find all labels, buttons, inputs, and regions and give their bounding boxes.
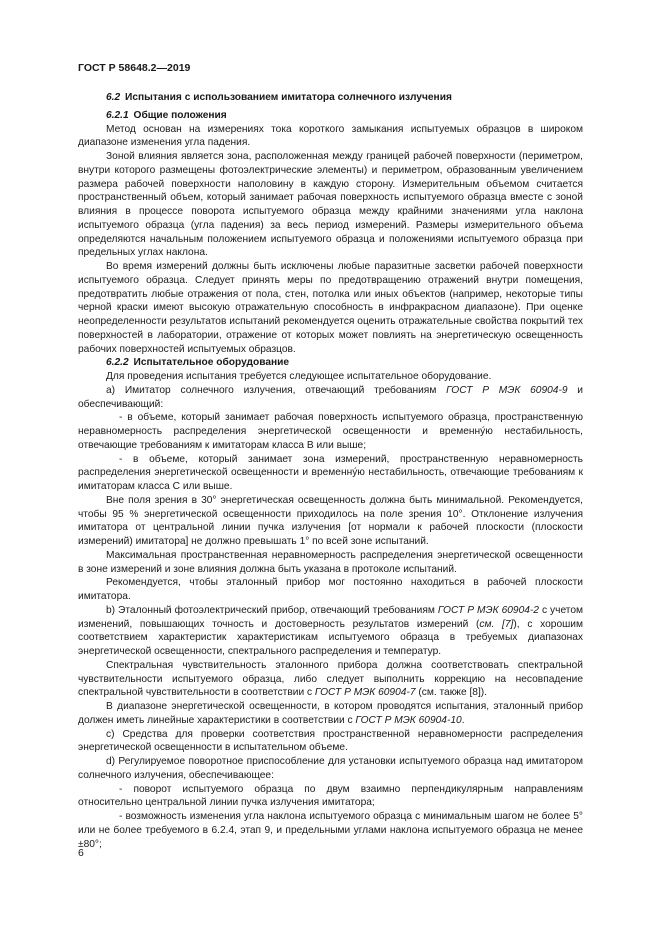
paragraph-linearity-text: В диапазоне энергетической освещенности, в котором проводятся испытания, эталонный прибор должен иметь линейные характеристики в соответствии с bbox=[78, 701, 583, 726]
list-item-c: с) Средства для проверки соответствия пространственной неравномерности распределения энергетической освещенности в испытательном объеме. bbox=[78, 728, 583, 754]
list-item-b-mid: с учетом изменений, повышающих точность и достоверность результатов измерений ( bbox=[78, 604, 584, 630]
list-item-a-tail: и обеспечивающий: bbox=[78, 384, 583, 410]
paragraph-equipment-intro: Для проведения испытания требуется следующее испытательное оборудование. bbox=[106, 371, 492, 382]
paragraph-recommendation: Рекомендуется, чтобы эталонный прибор мог постоянно находиться в рабочей плоскости имитатора. bbox=[78, 577, 583, 602]
document-header: ГОСТ Р 58648.2—2019 bbox=[78, 62, 191, 74]
paragraph-linearity bbox=[78, 700, 583, 728]
list-item-b-tail: ), с хорошим соответствием характеристик характеристикам испытуемого образца в требуемых диапазонах энергетической освещенности, спектрального распределения и температур. bbox=[78, 618, 583, 657]
subsection-title: Испытательное оборудование bbox=[133, 357, 290, 369]
list-item-a-text: а) Имитатор солнечного излучения, отвечающий требованиям bbox=[106, 384, 447, 396]
standard-reference: ГОСТ Р МЭК 60904-10 bbox=[355, 714, 462, 726]
standard-reference: ГОСТ Р МЭК 60904-2 bbox=[437, 604, 539, 616]
section-title: Испытания с использованием имитатора солнечного излучения bbox=[125, 92, 452, 103]
list-item-b-text: b) Эталонный фотоэлектрический прибор, отвечающий требованиям bbox=[106, 604, 438, 616]
paragraph-spectral bbox=[78, 659, 583, 700]
subsection-heading-equipment bbox=[78, 356, 583, 370]
subsection-number: 6.2.1 bbox=[106, 109, 129, 121]
standard-reference: ГОСТ Р МЭК 60904-9 bbox=[446, 384, 568, 396]
paragraph-max-nonuniformity: Максимальная пространственная неравномерность распределения энергетической освещенности в зоне измерений и зоне влияния должна быть указана в протоколе испытаний. bbox=[78, 549, 583, 575]
subsection-heading-general bbox=[78, 109, 583, 123]
paragraph-influence-zone: Зоной влияния является зона, расположенная между границей рабочей поверхности (периметром, внутри которого размещены фотоэлектрические элементы) и периметром, образованным увеличением размера рабочей поверхности наполовину в каждую сторону. Измерительным объемом считается пространственный объем, который занимает рабочая поверхность испытуемого образца вместе с зоной влияния в процессе поворота испытуемого образца между крайними значениями угла наклона испытуемого образца (угла падения) за весь период измерений. Размеры измерительного объема определяются начальным положением испытуемого образца и положениями испытуемого образца при предельных углах наклона. bbox=[78, 151, 583, 259]
list-item-b bbox=[78, 604, 583, 659]
dash-item: - в объеме, который занимает зона измерений, пространственную неравномерность распределения энергетической освещенности и временну́ю нестабильность, отвечающие требованиям к имитаторам класса С или выше. bbox=[78, 453, 583, 492]
bibliography-reference: см. [7] bbox=[479, 618, 514, 630]
list-item-a bbox=[78, 384, 583, 412]
paragraph-linearity-tail: . bbox=[461, 714, 465, 726]
document-body bbox=[78, 91, 583, 851]
paragraph-spectral-text: Спектральная чувствительность эталонного прибора должна соответствовать спектральной чувствительности испытуемого образца, либо следует выполнить коррекцию на несовпадение спектральной чувствительности в соответствии с bbox=[78, 659, 583, 699]
paragraph-field-of-view: Вне поля зрения в 30° энергетическая освещенность должна быть минимальной. Рекомендуется, чтобы 95 % энергетической освещенности приходилось на поле зрения 10°. Отклонение излучения имитатора от центральной линии пучка излучения [от нормали к рабочей плоскости (плоскости измерений) имитатора] не должно превышать 1° по всей зоне испытаний. bbox=[78, 494, 583, 547]
standard-reference: ГОСТ Р МЭК 60904-7 bbox=[314, 687, 416, 699]
section-heading bbox=[78, 91, 583, 105]
list-item-d: d) Регулируемое поворотное приспособление для установки испытуемого образца над имитатором солнечного излучения, обеспечивающее: bbox=[78, 756, 583, 781]
paragraph-spectral-tail: (см. также [8]). bbox=[415, 687, 488, 699]
section-number: 6.2 bbox=[106, 92, 121, 103]
dash-item: - в объеме, который занимает рабочая поверхность испытуемого образца, пространственную неравномерность распределения энергетической освещенности и временну́ю нестабильность, отвечающие требованиям к имитаторам класса В или выше; bbox=[78, 412, 583, 451]
dash-item: - возможность изменения угла наклона испытуемого образца с минимальным шагом не более 5° или не более требуемого в 6.2.4, этап 9, и предельными углами наклона испытуемого образца не менее ±80°; bbox=[78, 811, 583, 850]
dash-item: - поворот испытуемого образца по двум взаимно перпендикулярным направлениям относительно центральной линии пучка излучения имитатора; bbox=[78, 783, 583, 809]
paragraph-method: Метод основан на измерениях тока короткого замыкания испытуемых образцов в широком диапазоне изменения угла падения. bbox=[78, 123, 583, 149]
paragraph-stray-light: Во время измерений должны быть исключены любые паразитные засветки рабочей поверхности испытуемого образца. Следует принять меры по предотвращению отражений внутри помещения, предотвратить любые отражения от пола, стен, потолка или иных объектов (например, некоторые типы черной краски имеют высокую отражательную способность в инфракрасном диапазоне). При оценке неопределенности результатов испытаний рекомендуется оценить отражательные свойства покрытий тех поверхностей в лаборатории, отражение от которых может повлиять на энергетическую освещенность рабочих поверхностей испытуемых образцов. bbox=[78, 261, 583, 355]
subsection-title: Общие положения bbox=[133, 109, 227, 121]
subsection-number: 6.2.2 bbox=[106, 357, 129, 369]
page-number: 6 bbox=[78, 847, 84, 859]
